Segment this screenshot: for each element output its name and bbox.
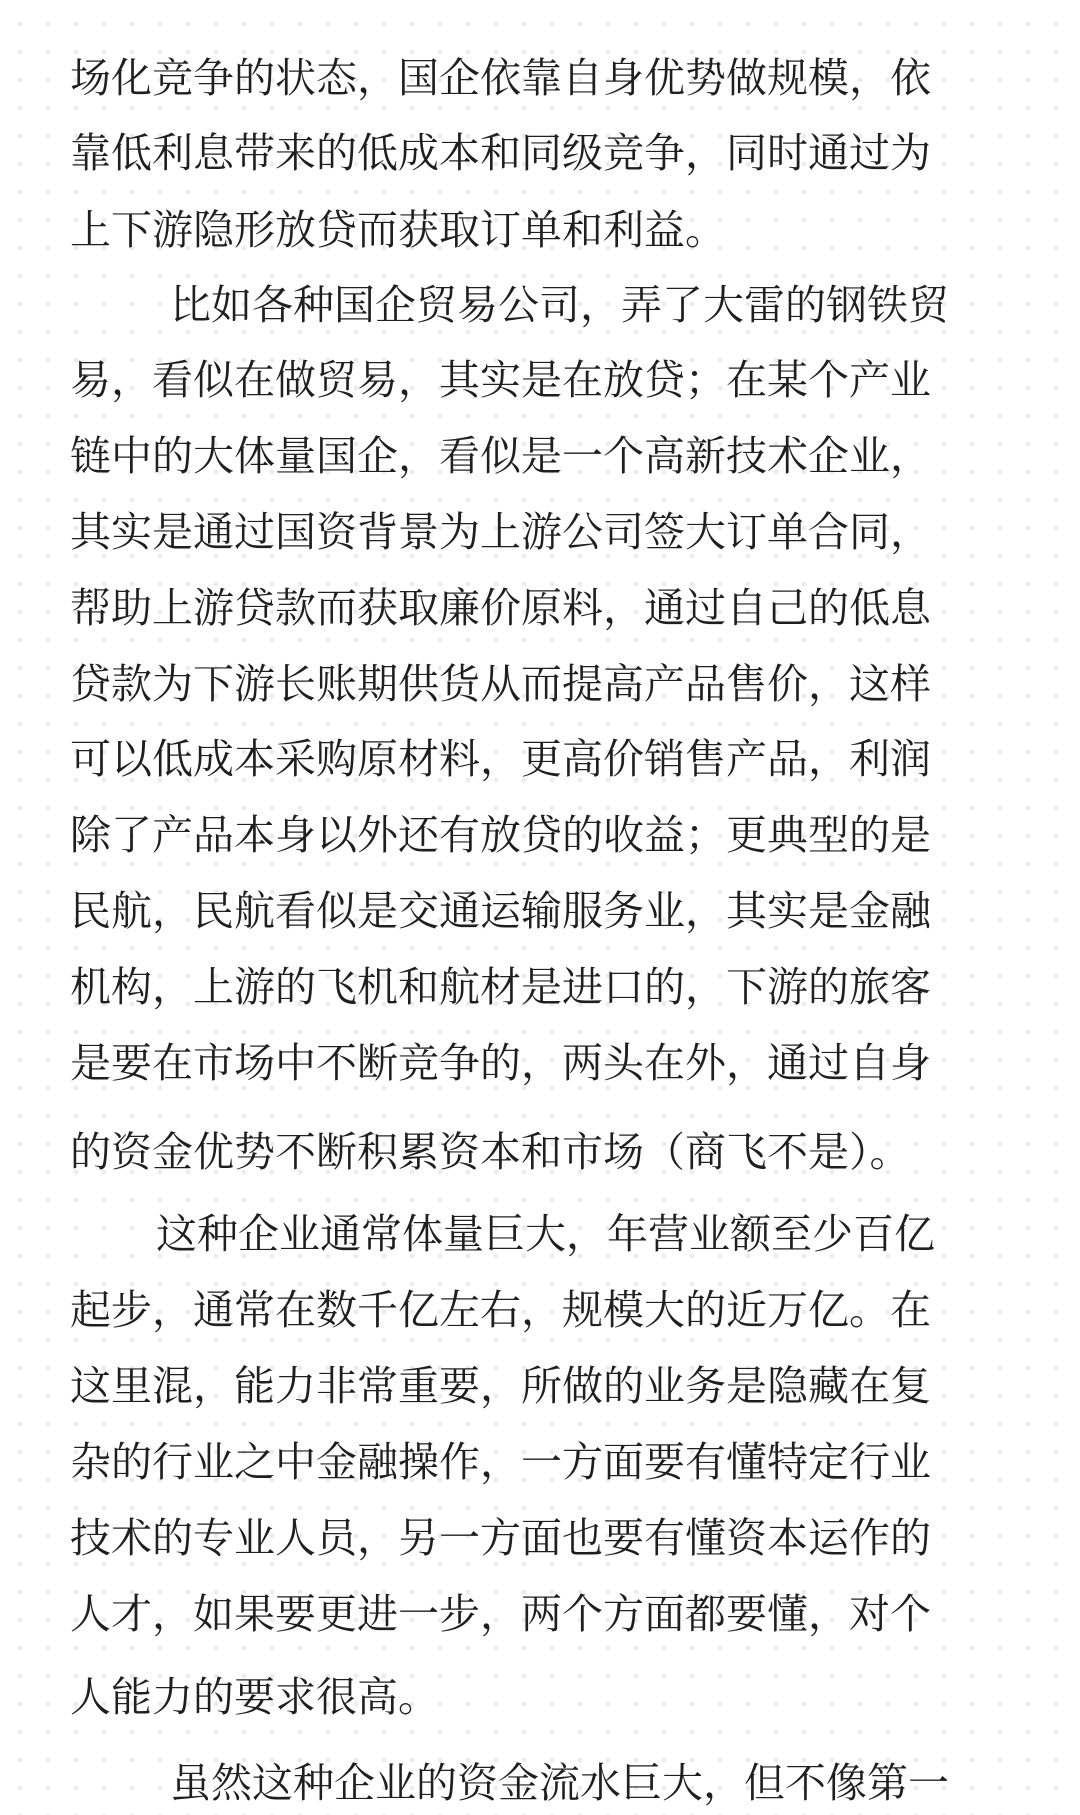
text-line: 杂的行业之中金融操作，一方面要有懂特定行业: [70, 1438, 931, 1486]
text-line: 易，看似在做贸易，其实是在放贷；在某个产业: [70, 356, 931, 404]
paragraph-first-line: 虽然这种企业的资金流水巨大，但不像第一: [170, 1759, 949, 1807]
text-line: 链中的大体量国企，看似是一个高新技术企业，: [70, 432, 931, 480]
text-line: 人能力的要求很高。: [70, 1673, 439, 1721]
text-line: 除了产品本身以外还有放贷的收益；更典型的是: [70, 811, 931, 859]
paragraph-first-line: 这种企业通常体量巨大，年营业额至少百亿: [156, 1210, 935, 1258]
text-line: 贷款为下游长账期供货从而提高产品售价，这样: [70, 660, 931, 708]
text-line: 上下游隐形放贷而获取订单和利益。: [70, 206, 726, 254]
text-line: 人才，如果要更进一步，两个方面都要懂，对个: [70, 1590, 931, 1638]
text-line: 帮助上游贷款而获取廉价原料，通过自己的低息: [70, 584, 931, 632]
text-line: 机构，上游的飞机和航材是进口的，下游的旅客: [70, 963, 931, 1011]
text-line: 这里混，能力非常重要，所做的业务是隐藏在复: [70, 1362, 931, 1410]
text-line: 起步，通常在数千亿左右，规模大的近万亿。在: [70, 1286, 931, 1334]
paragraph-first-line: 比如各种国企贸易公司，弄了大雷的钢铁贸: [170, 281, 949, 329]
text-line: 的资金优势不断积累资本和市场（商飞不是）。: [70, 1128, 911, 1176]
text-line: 可以低成本采购原材料，更高价销售产品，利润: [70, 735, 931, 783]
text-line: 是要在市场中不断竞争的，两头在外，通过自身: [70, 1039, 931, 1087]
text-line: 其实是通过国资背景为上游公司签大订单合同，: [70, 508, 931, 556]
text-line: 民航，民航看似是交通运输服务业，其实是金融: [70, 887, 931, 935]
text-line: 场化竞争的状态，国企依靠自身优势做规模，依: [70, 54, 931, 102]
text-line: 技术的专业人员，另一方面也要有懂资本运作的: [70, 1514, 931, 1562]
text-line: 靠低利息带来的低成本和同级竞争，同时通过为: [70, 129, 931, 177]
